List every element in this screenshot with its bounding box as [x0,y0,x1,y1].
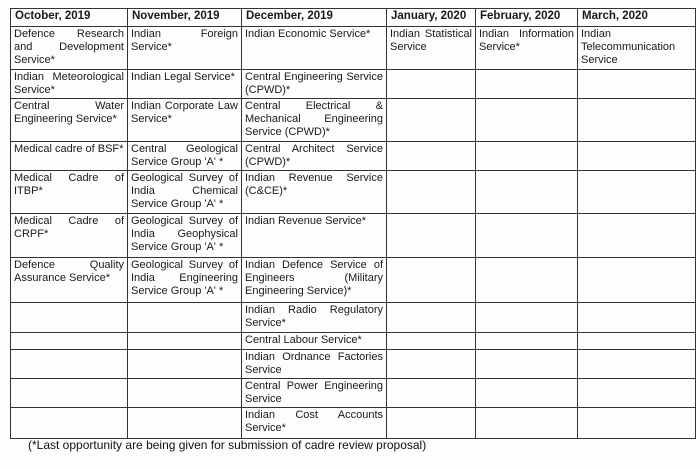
table-cell [476,349,578,378]
table-cell: Indian Statistical Service [387,27,476,70]
table-cell [387,333,476,349]
table-row [11,349,696,378]
table-row [11,141,696,170]
column-header-february-2020: February, 2020 [476,9,578,27]
table-cell [578,69,696,98]
column-header-december-2019: December, 2019 [242,9,387,27]
table-cell: Medical cadre of BSF* [11,141,128,170]
table-cell [387,69,476,98]
table-cell [128,333,242,349]
table-cell [476,333,578,349]
table-cell: Indian Revenue Service (C&CE)* [242,171,387,214]
table-row [11,379,696,408]
table-cell: Indian Corporate Law Service* [128,99,242,142]
table-cell [387,141,476,170]
table-cell: Geological Survey of India Chemical Service Group 'A' * [128,171,242,214]
table-cell [578,171,696,214]
table-row [11,69,696,98]
table-cell [578,99,696,142]
table-cell [476,69,578,98]
table-cell: Indian Defence Service of Engineers (Military Engineering Service)* [242,258,387,303]
table-cell [387,408,476,439]
table-cell: Indian Ordnance Factories Service [242,349,387,378]
table-cell [476,258,578,303]
table-cell: Indian Information Service* [476,27,578,70]
table-cell [128,379,242,408]
table-cell [476,302,578,332]
table-cell [578,333,696,349]
table-row [11,408,696,439]
table-cell [476,141,578,170]
table-cell [578,302,696,332]
table-row [11,171,696,214]
table-cell [476,408,578,439]
table-cell: Indian Telecommunication Service [578,27,696,70]
header-row [11,9,696,27]
table-cell: Central Geological Service Group 'A' * [128,141,242,170]
table-cell: Indian Foreign Service* [128,27,242,70]
footnote: (*Last opportunity are being given for submission of cadre review proposal) [28,438,427,452]
table-cell [11,379,128,408]
table-cell [387,379,476,408]
table-cell [387,99,476,142]
table-row [11,333,696,349]
table-cell: Indian Legal Service* [128,69,242,98]
table-cell: Indian Revenue Service* [242,213,387,258]
table-cell: Central Power Engineering Service [242,379,387,408]
table-cell [128,349,242,378]
table-cell: Central Architect Service (CPWD)* [242,141,387,170]
table-cell [11,408,128,439]
column-header-january-2020: January, 2020 [387,9,476,27]
table-cell: Central Electrical & Mechanical Engineering Service (CPWD)* [242,99,387,142]
table-row [11,213,696,258]
table-row [11,302,696,332]
column-header-november-2019: November, 2019 [128,9,242,27]
table-cell [387,213,476,258]
table-cell [11,302,128,332]
table-cell: Geological Survey of India Geophysical Service Group 'A' * [128,213,242,258]
table-cell: Indian Radio Regulatory Service* [242,302,387,332]
table-cell [11,333,128,349]
column-header-october-2019: October, 2019 [11,9,128,27]
table-cell [578,258,696,303]
table-cell [387,171,476,214]
table-cell [128,408,242,439]
cadre-review-schedule-table [10,8,696,439]
table-cell [476,99,578,142]
table-cell: Indian Cost Accounts Service* [242,408,387,439]
table-row [11,99,696,142]
table-cell: Defence Quality Assurance Service* [11,258,128,303]
table-cell [578,213,696,258]
table-cell: Indian Meteorological Service* [11,69,128,98]
table-cell: Central Engineering Service (CPWD)* [242,69,387,98]
table-cell: Medical Cadre of CRPF* [11,213,128,258]
table-cell: Geological Survey of India Engineering Service Group 'A' * [128,258,242,303]
table-cell [387,258,476,303]
table-cell [578,349,696,378]
table-cell [476,213,578,258]
table-cell [387,349,476,378]
table-cell [387,302,476,332]
table-cell [578,379,696,408]
table-cell: Indian Economic Service* [242,27,387,70]
column-header-march-2020: March, 2020 [578,9,696,27]
table-cell [11,349,128,378]
table-cell [476,171,578,214]
table-cell [476,379,578,408]
table-cell: Medical Cadre of ITBP* [11,171,128,214]
table-cell: Central Water Engineering Service* [11,99,128,142]
table-row [11,27,696,70]
table-row [11,258,696,303]
table-cell [578,141,696,170]
table-cell: Defence Research and Development Service* [11,27,128,70]
table-cell [578,408,696,439]
table-cell: Central Labour Service* [242,333,387,349]
table-cell [128,302,242,332]
